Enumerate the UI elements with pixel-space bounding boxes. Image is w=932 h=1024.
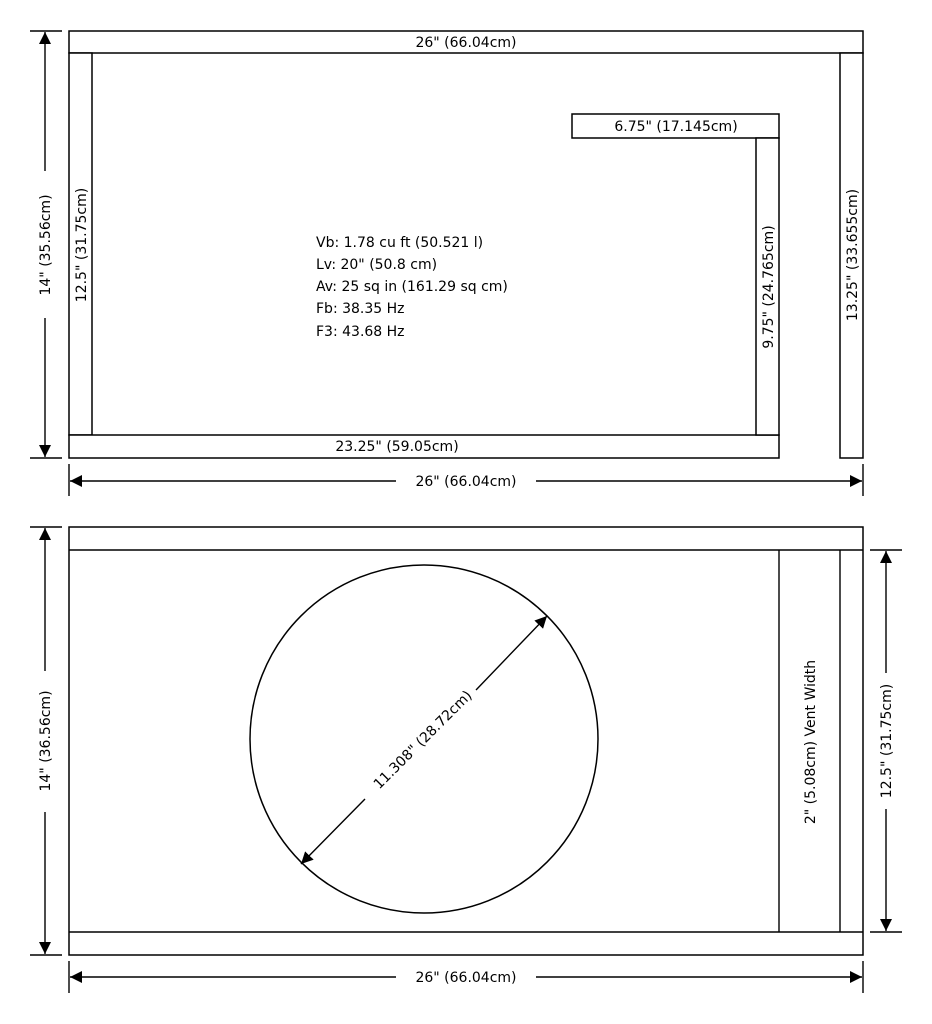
- spec-f3: F3: 43.68 Hz: [316, 324, 405, 340]
- top-width-dimension: [69, 464, 863, 496]
- vent-vertical-label: 9.75" (24.765cm): [761, 225, 777, 349]
- right-panel-label: 13.25" (33.655cm): [845, 188, 861, 322]
- top-height-dimension: [30, 31, 62, 458]
- top-height-label: 14" (35.56cm): [38, 194, 54, 296]
- top-panel-label: 26" (66.04cm): [415, 35, 517, 51]
- front-inner-height-label: 12.5" (31.75cm): [879, 683, 895, 799]
- cutout-diameter-label: 11.308" (28.72cm): [370, 687, 476, 793]
- spec-lv: Lv: 20" (50.8 cm): [316, 257, 438, 273]
- spec-vb: Vb: 1.78 cu ft (50.521 l): [316, 235, 484, 251]
- front-width-dimension: [69, 961, 863, 993]
- front-view: [30, 527, 902, 993]
- bottom-panel-label: 23.25" (59.05cm): [335, 439, 459, 455]
- vent-horizontal-label: 6.75" (17.145cm): [614, 119, 738, 135]
- front-height-dimension: [30, 527, 62, 955]
- spec-av: Av: 25 sq in (161.29 sq cm): [316, 279, 508, 295]
- front-height-label: 14" (36.56cm): [38, 690, 54, 792]
- spec-fb: Fb: 38.35 Hz: [316, 301, 405, 317]
- front-inner-height-dimension: [870, 550, 902, 932]
- left-panel-label: 12.5" (31.75cm): [74, 187, 90, 303]
- top-width-label: 26" (66.04cm): [415, 474, 517, 490]
- front-width-label: 26" (66.04cm): [415, 970, 517, 986]
- vent-width-label: 2" (5.08cm) Vent Width: [803, 659, 819, 825]
- specs-block: [316, 235, 508, 340]
- top-view: [30, 31, 863, 496]
- front-baffle: [69, 527, 863, 955]
